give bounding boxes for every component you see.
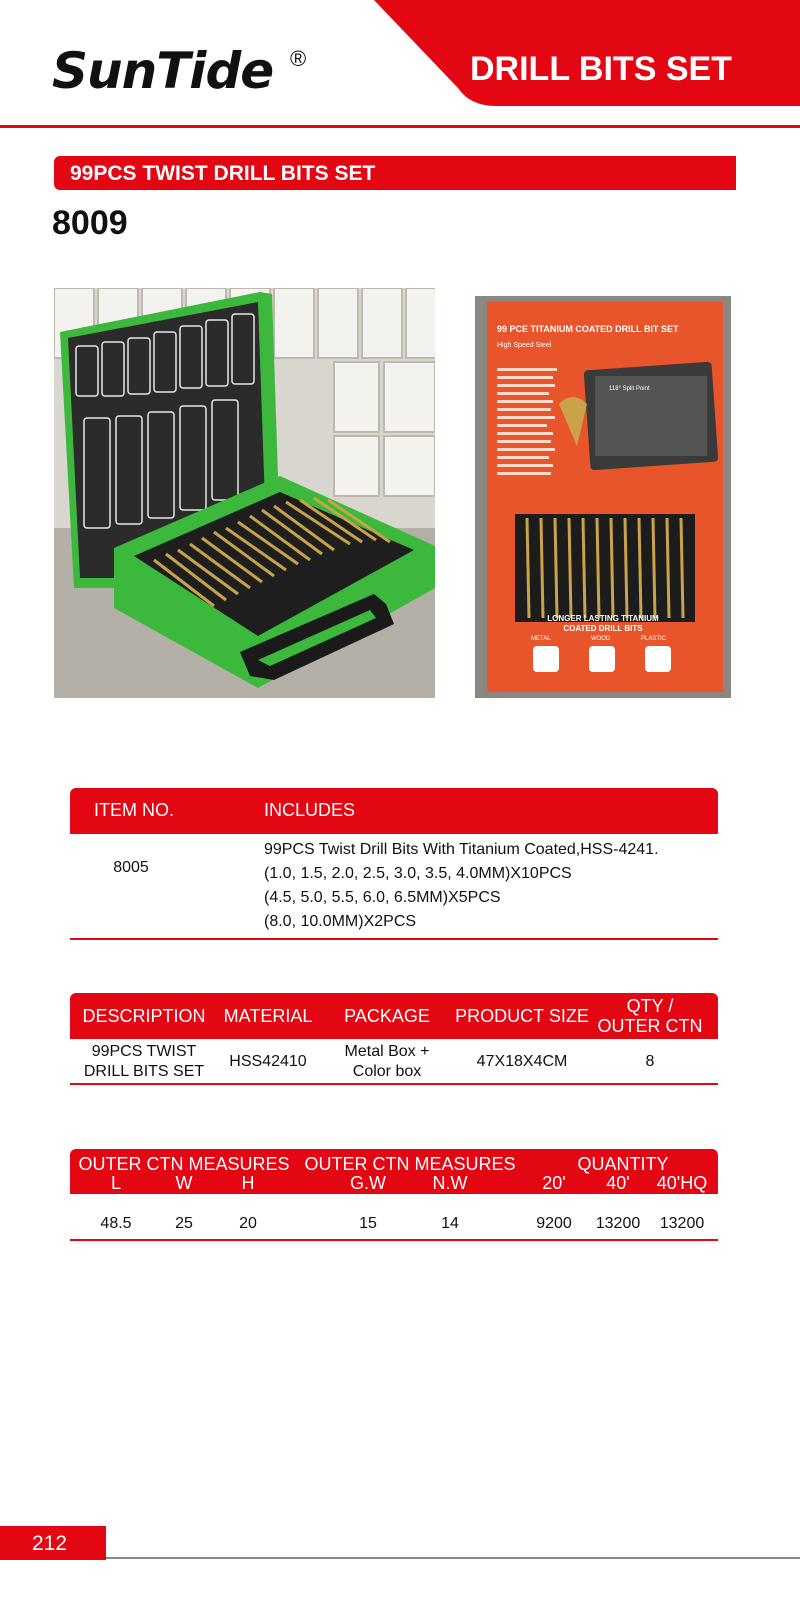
table-bottom-rule — [70, 938, 718, 940]
package-material-plastic: PLASTIC — [641, 636, 667, 642]
header-nw: N.W — [432, 1173, 468, 1193]
qty-40hq-value: 13200 — [659, 1215, 705, 1232]
registered-mark: ® — [290, 46, 307, 71]
spec-table — [70, 993, 718, 1085]
header-description: DESCRIPTION — [82, 1006, 206, 1026]
header-h: H — [241, 1173, 255, 1193]
header-product-size: PRODUCT SIZE — [455, 1006, 589, 1026]
carton-w-value: 25 — [175, 1215, 193, 1232]
product-photo-package — [475, 296, 731, 698]
header-material: MATERIAL — [223, 1006, 313, 1026]
product-photo-case — [54, 288, 435, 698]
material-value: HSS42410 — [229, 1053, 307, 1070]
package-subtitle: High Speed Steel — [497, 342, 552, 349]
header-40hq: 40'HQ — [656, 1173, 708, 1193]
package-material-metal: METAL — [531, 636, 551, 642]
carton-gw-value: 15 — [359, 1215, 377, 1232]
package-material-wood: WOOD — [591, 636, 611, 642]
carton-l-value: 48.5 — [100, 1215, 132, 1232]
header-20ft: 20' — [542, 1173, 566, 1193]
package-line1: Metal Box + — [344, 1043, 430, 1060]
header-outer-ctn-measures: OUTER CTN MEASURES — [78, 1154, 290, 1174]
header-l: L — [110, 1173, 122, 1193]
table-bottom-rule — [70, 1083, 718, 1085]
header-outer-ctn-weights: OUTER CTN MEASURES — [304, 1154, 516, 1174]
category-title: DRILL BITS SET — [470, 50, 732, 88]
table-bottom-rule — [70, 1239, 718, 1241]
package-tag: 118° Split Point — [609, 386, 650, 392]
header-40ft: 40' — [606, 1173, 630, 1193]
footer-divider — [106, 1557, 800, 1559]
description-line1: 99PCS TWIST — [91, 1043, 197, 1060]
includes-line: (1.0, 1.5, 2.0, 2.5, 3.0, 3.5, 4.0MM)X10PCS — [264, 865, 572, 882]
header-includes: INCLUDES — [264, 800, 356, 820]
header-item-no: ITEM NO. — [94, 800, 174, 820]
includes-line: (8.0, 10.0MM)X2PCS — [264, 913, 417, 930]
header-divider — [0, 125, 800, 128]
includes-list — [264, 838, 659, 934]
product-title-bar — [54, 156, 736, 190]
header-w: W — [175, 1173, 193, 1193]
description-line2: DRILL BITS SET — [83, 1063, 205, 1080]
header-quantity: QUANTITY — [577, 1154, 669, 1174]
model-number: 8009 — [52, 204, 128, 242]
includes-table-header — [70, 788, 718, 834]
product-title: 99PCS TWIST DRILL BITS SET — [70, 162, 376, 185]
qty-40ft-value: 13200 — [595, 1215, 641, 1232]
spec-table-header — [70, 993, 718, 1039]
includes-table — [70, 788, 718, 940]
carton-table-header — [70, 1149, 718, 1194]
carton-nw-value: 14 — [441, 1215, 459, 1232]
package-slogan-line2: COATED DRILL BITS — [563, 624, 643, 633]
qty-value: 8 — [645, 1053, 655, 1070]
item-no-value: 8005 — [113, 859, 149, 876]
includes-line: 99PCS Twist Drill Bits With Titanium Coated,HSS-4241. — [264, 841, 659, 858]
package-title: 99 PCE TITANIUM COATED DRILL BIT SET — [497, 324, 679, 334]
package-line2: Color box — [352, 1063, 422, 1080]
carton-h-value: 20 — [239, 1215, 257, 1232]
package-slogan-line1: LONGER LASTING TITANIUM — [547, 614, 659, 623]
includes-line: (4.5, 5.0, 5.5, 6.0, 6.5MM)X5PCS — [264, 889, 501, 906]
header-qty-line2: OUTER CTN — [597, 1016, 703, 1036]
carton-table — [70, 1149, 718, 1241]
qty-20ft-value: 9200 — [536, 1215, 572, 1232]
header-gw: G.W — [350, 1173, 386, 1193]
page-number: 212 — [32, 1532, 68, 1555]
header-qty-line1: QTY / — [626, 996, 674, 1016]
header-package: PACKAGE — [344, 1006, 430, 1026]
brand-logo: SunTide — [52, 42, 274, 100]
product-size-value: 47X18X4CM — [476, 1053, 568, 1070]
